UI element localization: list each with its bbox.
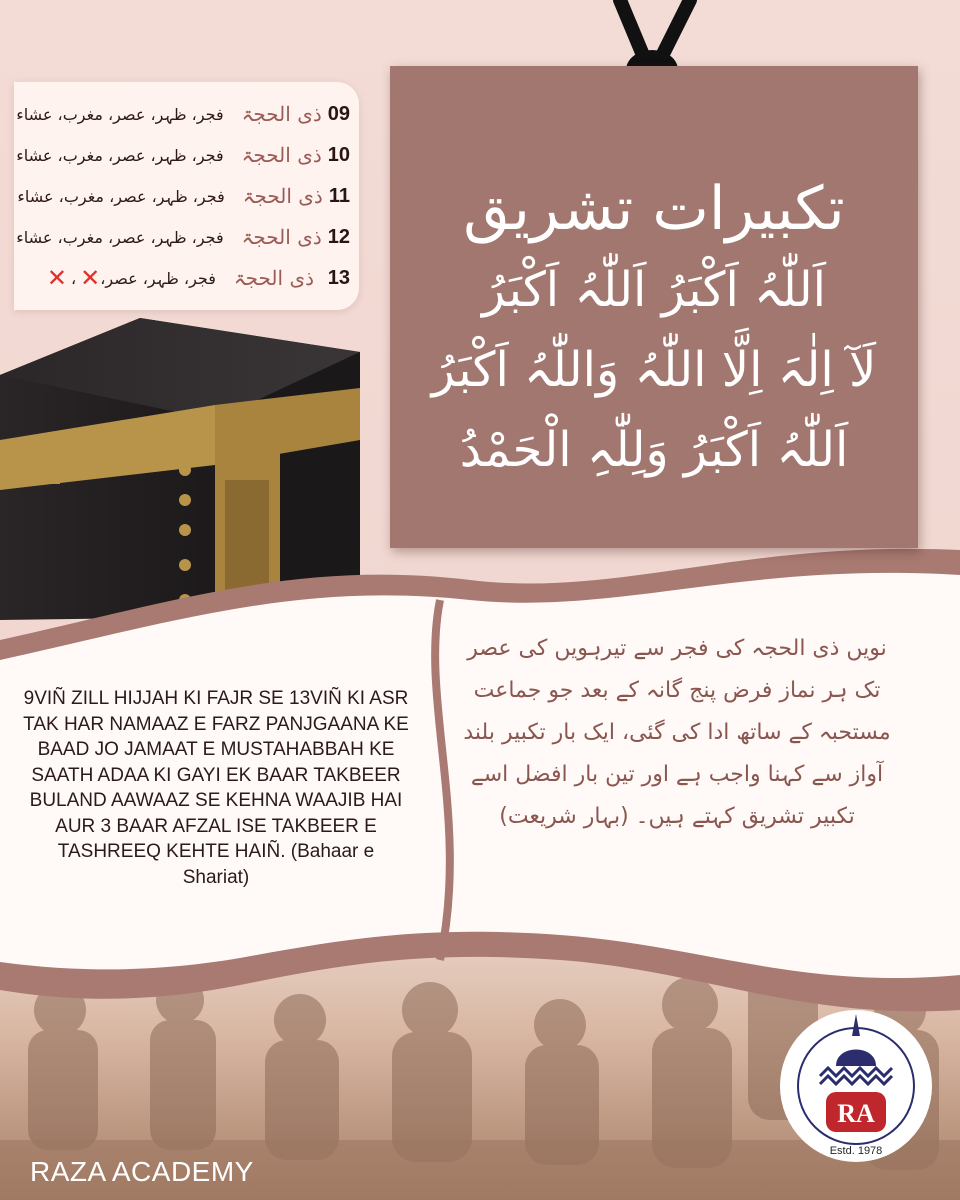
roman-description: 9VIÑ ZILL HIJJAH KI FAJR SE 13VIÑ KI ASR TAK HAR NAMAAZ E FARZ PANJGAANA KE BAAD JO JAMAAT E MUSTAHABBAH KE SAATH ADAA KI GAYI EK BAAR TAKBEER BULAND AAWAAZ SE KEHNA WAAJIB HAI AUR 3 BAAR AFZAL ISE TAKBEER E TASHREEQ KEHTE HAIÑ. (Bahaar e Shariat)	[23, 688, 409, 888]
takbeer-schedule	[14, 82, 359, 310]
takbeer-line: لَآ اِلٰہَ اِلَّا اللّٰہُ وَاللّٰہُ اَکْبَرُ	[431, 342, 877, 398]
prayer-list: فجر، ظہر، عصر، مغرب، عشاء	[16, 227, 224, 247]
prayer-list: فجر، ظہر، عصر،	[100, 268, 216, 288]
kaaba-image	[0, 318, 360, 620]
prayer-list: فجر، ظہر، عصر، مغرب، عشاء	[16, 145, 224, 165]
schedule-row	[16, 137, 350, 173]
month-label: ذی الحجۃ	[241, 102, 322, 126]
schedule-row	[16, 96, 350, 132]
brand-name: RAZA ACADEMY	[30, 1156, 254, 1187]
day-number: 10	[327, 143, 350, 166]
schedule-row	[16, 219, 350, 255]
takbeer-line: اَللّٰہُ اَکْبَرُ وَلِلّٰہِ الْحَمْدُ	[459, 422, 849, 478]
logo-established: Estd. 1978	[829, 1145, 883, 1157]
schedule-row	[17, 178, 350, 214]
schedule-row: ✕ ، ✕ فجر، ظہر، عصر، ذی الحجۃ 13	[46, 264, 350, 292]
prayer-list: فجر، ظہر، عصر، مغرب، عشاء	[17, 186, 225, 206]
month-label: ذی الحجۃ	[233, 266, 314, 290]
month-label: ذی الحجۃ	[242, 184, 323, 208]
takbeer-card	[390, 66, 918, 548]
cross-mark-icon: ✕	[80, 264, 101, 292]
month-label: ذی الحجۃ	[241, 225, 322, 249]
raza-academy-logo	[776, 1006, 936, 1166]
month-label: ذی الحجۃ	[241, 143, 322, 167]
cross-mark-icon: ✕	[46, 264, 67, 292]
prayer-list: فجر، ظہر، عصر، مغرب، عشاء	[16, 104, 224, 124]
card-title: تکبیرات تشریق	[463, 174, 845, 244]
day-number: 11	[328, 184, 350, 207]
day-number: 13	[327, 266, 350, 289]
takbeer-line: اَللّٰہُ اَکْبَرُ اَللّٰہُ اَکْبَرُ	[481, 262, 827, 318]
day-number: 09	[327, 102, 350, 125]
urdu-description: نویں ذی الحجہ کی فجر سے تیرہویں کی عصر تک ہر نماز فرض پنج گانہ کے بعد جو جماعت مستحبہ کے ساتھ ادا کی گئی، ایک بار تکبیر بلند آواز سے کہنا واجب ہے اور تین بار افضل اسے تکبیر تشریق کہتے ہیں۔ (بہار شریعت)	[463, 636, 891, 829]
logo-monogram: RA	[837, 1099, 875, 1128]
day-number: 12	[327, 225, 350, 248]
